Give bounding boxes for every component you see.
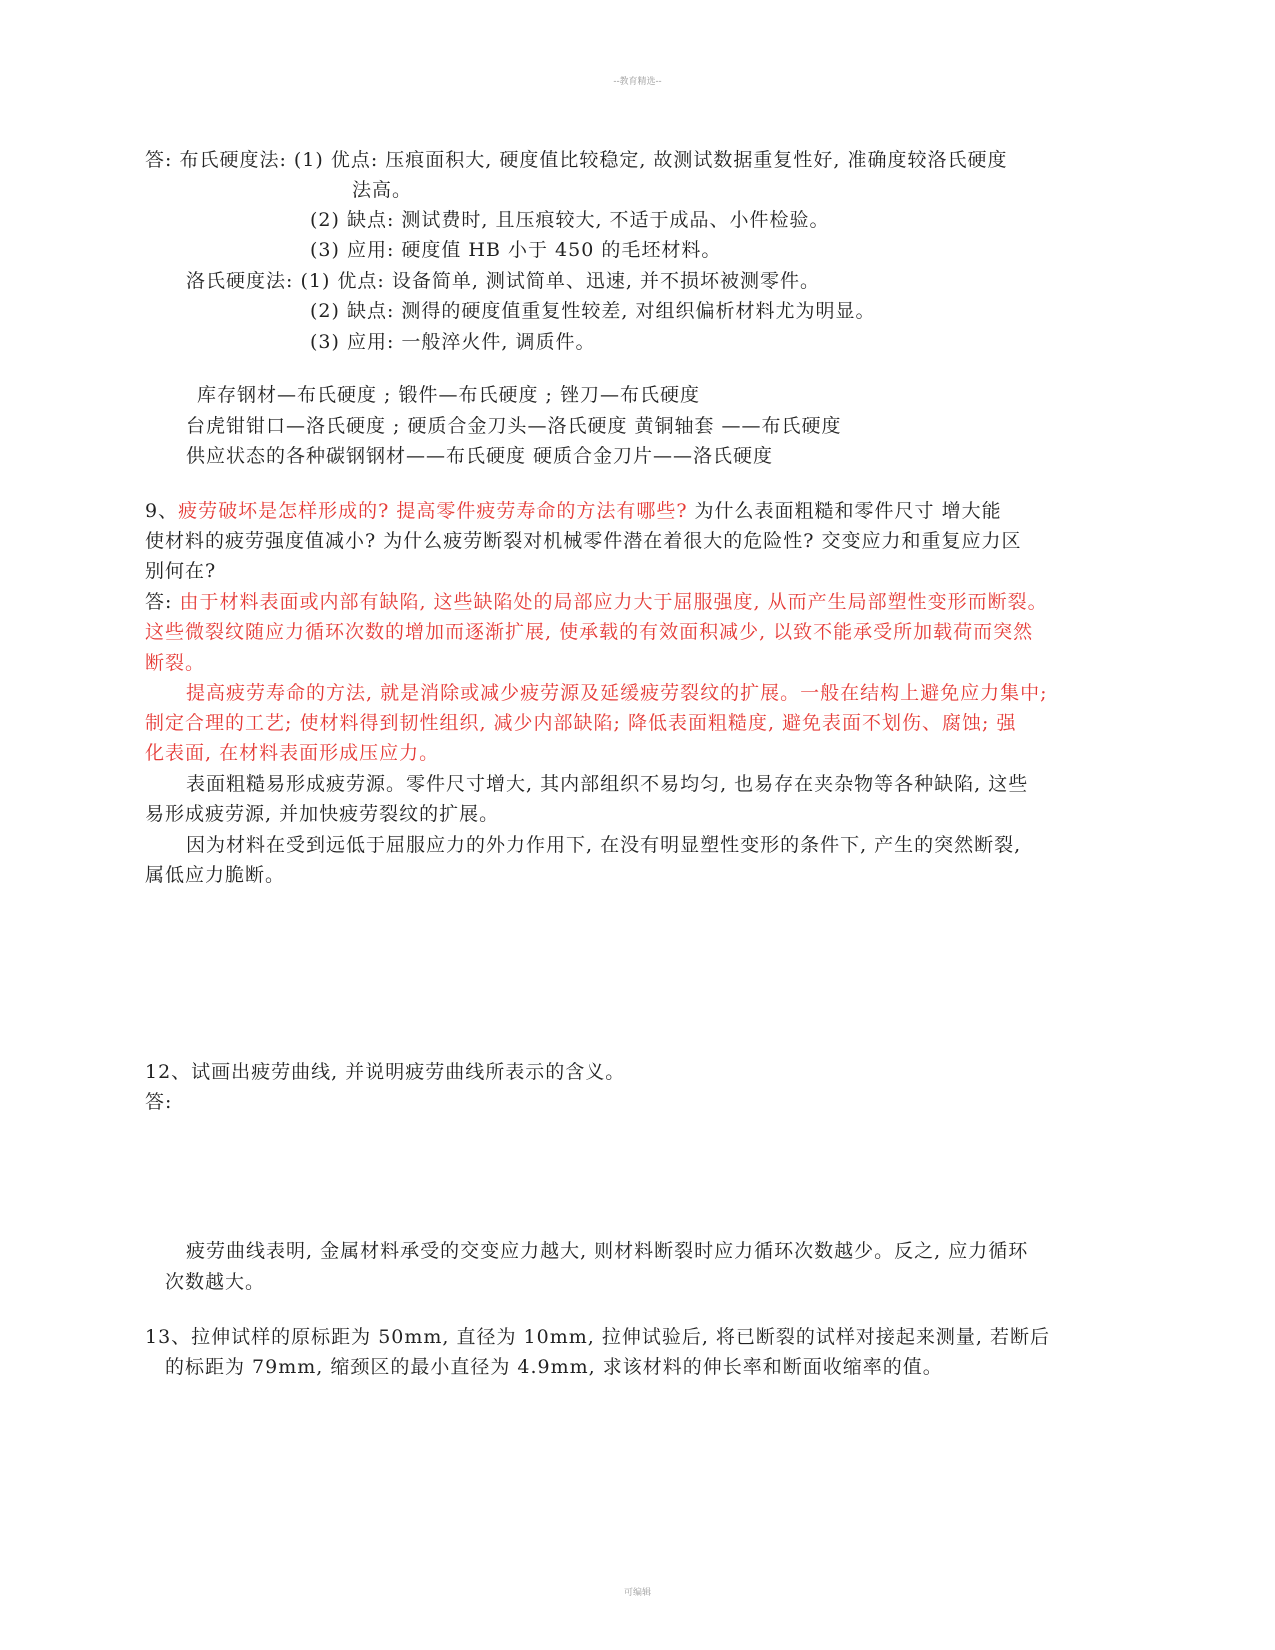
q9-answer-line-1 bbox=[145, 590, 1048, 614]
q9-question-line-3: 别何在? bbox=[145, 560, 217, 582]
q12-answer-label: 答: bbox=[145, 1091, 173, 1113]
hardness-line-6: (2) 缺点: 测得的硬度值重复性较差, 对组织偏析材料尤为明显。 bbox=[310, 300, 876, 322]
q9-answer-black-4: 属低应力脆断。 bbox=[145, 864, 286, 886]
q13-line-2: 的标距为 79mm, 缩颈区的最小直径为 4.9mm, 求该材料的伸长率和断面收缩率的值。 bbox=[165, 1356, 943, 1378]
q12-answer-line-2: 次数越大。 bbox=[165, 1271, 266, 1293]
q9-answer-red-5: 制定合理的工艺; 使材料得到韧性组织, 减少内部缺陷; 降低表面粗糙度, 避免表面不划伤、腐蚀; 强 bbox=[145, 712, 1017, 734]
hardness-line-1: 答: 布氏硬度法: (1) 优点: 压痕面积大, 硬度值比较稳定, 故测试数据重复性好, 准确度较洛氏硬度 bbox=[145, 149, 1008, 171]
q9-answer-black-3: 因为材料在受到远低于屈服应力的外力作用下, 在没有明显塑性变形的条件下, 产生的突然断裂, bbox=[186, 834, 1022, 856]
q9-question-red: 疲劳破坏是怎样形成的? 提高零件疲劳寿命的方法有哪些? bbox=[178, 500, 688, 522]
page-header: --教育精选-- bbox=[613, 77, 662, 87]
q9-answer-label: 答: bbox=[145, 591, 173, 613]
q13-line-1: 13、拉伸试样的原标距为 50mm, 直径为 10mm, 拉伸试验后, 将已断裂的试样对接起来测量, 若断后 bbox=[145, 1326, 1050, 1348]
q9-question-line-1 bbox=[145, 499, 1002, 523]
q9-answer-red-4: 提高疲劳寿命的方法, 就是消除或减少疲劳源及延缓疲劳裂纹的扩展。一般在结构上避免应力集中; bbox=[186, 682, 1048, 704]
q9-answer-red-6: 化表面, 在材料表面形成压应力。 bbox=[145, 742, 440, 764]
q12-question: 12、试画出疲劳曲线, 并说明疲劳曲线所表示的含义。 bbox=[145, 1061, 626, 1083]
q12-answer-line-1: 疲劳曲线表明, 金属材料承受的交变应力越大, 则材料断裂时应力循环次数越少。反之, 应力循环 bbox=[186, 1240, 1029, 1262]
materials-line-1: 库存钢材—布氏硬度 ; 锻件—布氏硬度 ; 锉刀—布氏硬度 bbox=[197, 384, 700, 406]
q9-answer-red-2: 这些微裂纹随应力循环次数的增加而逐渐扩展, 使承载的有效面积减少, 以致不能承受所加载荷而突然 bbox=[145, 621, 1034, 643]
materials-line-2: 台虎钳钳口—洛氏硬度 ; 硬质合金刀头—洛氏硬度 黄铜轴套 ——布氏硬度 bbox=[186, 415, 842, 437]
hardness-line-7: (3) 应用: 一般淬火件, 调质件。 bbox=[310, 331, 596, 353]
q9-prefix: 9、 bbox=[145, 500, 179, 522]
hardness-line-3: (2) 缺点: 测试费时, 且压痕较大, 不适于成品、小件检验。 bbox=[310, 209, 830, 231]
q9-answer-black-1: 表面粗糙易形成疲劳源。零件尺寸增大, 其内部组织不易均匀, 也易存在夹杂物等各种缺陷, 这些 bbox=[186, 773, 1029, 795]
q9-question-black: 为什么表面粗糙和零件尺寸 增大能 bbox=[687, 500, 1002, 522]
hardness-line-2: 法高。 bbox=[352, 179, 413, 201]
q9-answer-black-2: 易形成疲劳源, 并加快疲劳裂纹的扩展。 bbox=[145, 803, 500, 825]
q9-answer-red-3: 断裂。 bbox=[145, 652, 206, 674]
hardness-line-4: (3) 应用: 硬度值 HB 小于 450 的毛坯材料。 bbox=[310, 239, 722, 261]
page-footer: 可编辑 bbox=[623, 1588, 651, 1598]
hardness-line-5: 洛氏硬度法: (1) 优点: 设备简单, 测试简单、迅速, 并不损坏被测零件。 bbox=[186, 270, 820, 292]
q9-answer-red-1: 由于材料表面或内部有缺陷, 这些缺陷处的局部应力大于屈服强度, 从而产生局部塑性变形而断裂。 bbox=[172, 591, 1048, 613]
q9-question-line-2: 使材料的疲劳强度值减小? 为什么疲劳断裂对机械零件潜在着很大的危险性? 交变应力和重复应力区 bbox=[145, 530, 1022, 552]
materials-line-3: 供应状态的各种碳钢钢材——布氏硬度 硬质合金刀片——洛氏硬度 bbox=[186, 445, 774, 467]
